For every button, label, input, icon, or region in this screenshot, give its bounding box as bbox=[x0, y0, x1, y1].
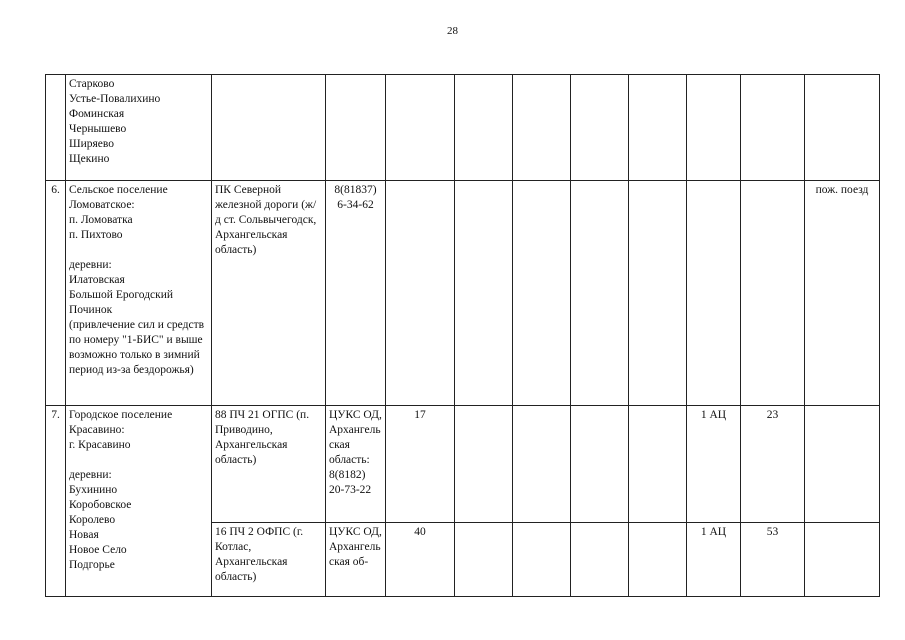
table-cell bbox=[455, 406, 513, 523]
settlement-cell bbox=[66, 181, 212, 406]
settlement-name: Сельское поселение Ломоватское: п. Ломоватка п. Пихтово bbox=[69, 184, 168, 241]
fire-unit-cell bbox=[212, 75, 326, 181]
table-cell bbox=[629, 181, 687, 406]
page-number: 28 bbox=[447, 25, 458, 37]
villages-list: Бухинино Коробовское Королево Новая Новое Село Подгорье bbox=[69, 484, 132, 571]
villages-label: деревни: bbox=[69, 259, 112, 271]
table-cell bbox=[513, 523, 571, 597]
row-number bbox=[46, 75, 66, 181]
fire-unit-cell: 88 ПЧ 21 ОГПС (п. Приводино, Архангельская область) bbox=[212, 406, 326, 523]
total-cell: 23 bbox=[741, 406, 805, 523]
row-number: 6. bbox=[46, 181, 66, 406]
table-cell bbox=[741, 75, 805, 181]
row-number: 7. bbox=[46, 406, 66, 597]
staff-count-cell: 40 bbox=[386, 523, 455, 597]
response-table bbox=[45, 74, 880, 597]
villages-list: Илатовская Большой Ерогодский Починок (привлечение сил и средств по номеру "1-БИС" и выше возможно только в зимний период из-за бездорожья) bbox=[69, 274, 205, 376]
table-cell bbox=[513, 181, 571, 406]
table-cell bbox=[386, 75, 455, 181]
contact-cell: 8(81837) 6-34-62 bbox=[326, 181, 386, 406]
table-cell bbox=[571, 181, 629, 406]
note-cell bbox=[805, 523, 880, 597]
table-row bbox=[46, 181, 880, 406]
contact-cell bbox=[326, 75, 386, 181]
table-cell bbox=[513, 406, 571, 523]
villages-label: деревни: bbox=[69, 469, 112, 481]
table-cell bbox=[571, 75, 629, 181]
table-cell bbox=[455, 523, 513, 597]
settlement-cell: Старково Устье-Повалихино Фоминская Чернышево Ширяево Щекино bbox=[66, 75, 212, 181]
note-cell bbox=[805, 406, 880, 523]
table-cell bbox=[629, 406, 687, 523]
table-cell bbox=[687, 75, 741, 181]
total-cell: 53 bbox=[741, 523, 805, 597]
equipment-cell bbox=[687, 181, 741, 406]
note-cell: пож. поезд bbox=[805, 181, 880, 406]
table-cell bbox=[571, 406, 629, 523]
contact-cell: ЦУКС ОД, Архангельская область: 8(8182) 20-73-22 bbox=[326, 406, 386, 523]
table-row bbox=[46, 406, 880, 523]
table-cell bbox=[629, 523, 687, 597]
table-cell bbox=[571, 523, 629, 597]
fire-unit-cell: ПК Северной железной дороги (ж/д ст. Сольвычегодск, Архангельская область) bbox=[212, 181, 326, 406]
staff-count-cell bbox=[386, 181, 455, 406]
settlement-cell bbox=[66, 406, 212, 597]
total-cell bbox=[741, 181, 805, 406]
equipment-cell: 1 АЦ bbox=[687, 523, 741, 597]
contact-cell: ЦУКС ОД, Архангельская об- bbox=[326, 523, 386, 597]
table-cell bbox=[629, 75, 687, 181]
table-cell bbox=[455, 75, 513, 181]
equipment-cell: 1 АЦ bbox=[687, 406, 741, 523]
table-cell bbox=[805, 75, 880, 181]
table-row bbox=[46, 75, 880, 181]
settlement-name: Городское поселение Красавино: г. Красавино bbox=[69, 409, 173, 451]
table-cell bbox=[455, 181, 513, 406]
staff-count-cell: 17 bbox=[386, 406, 455, 523]
table-cell bbox=[513, 75, 571, 181]
fire-unit-cell: 16 ПЧ 2 ОФПС (г. Котлас, Архангельская область) bbox=[212, 523, 326, 597]
